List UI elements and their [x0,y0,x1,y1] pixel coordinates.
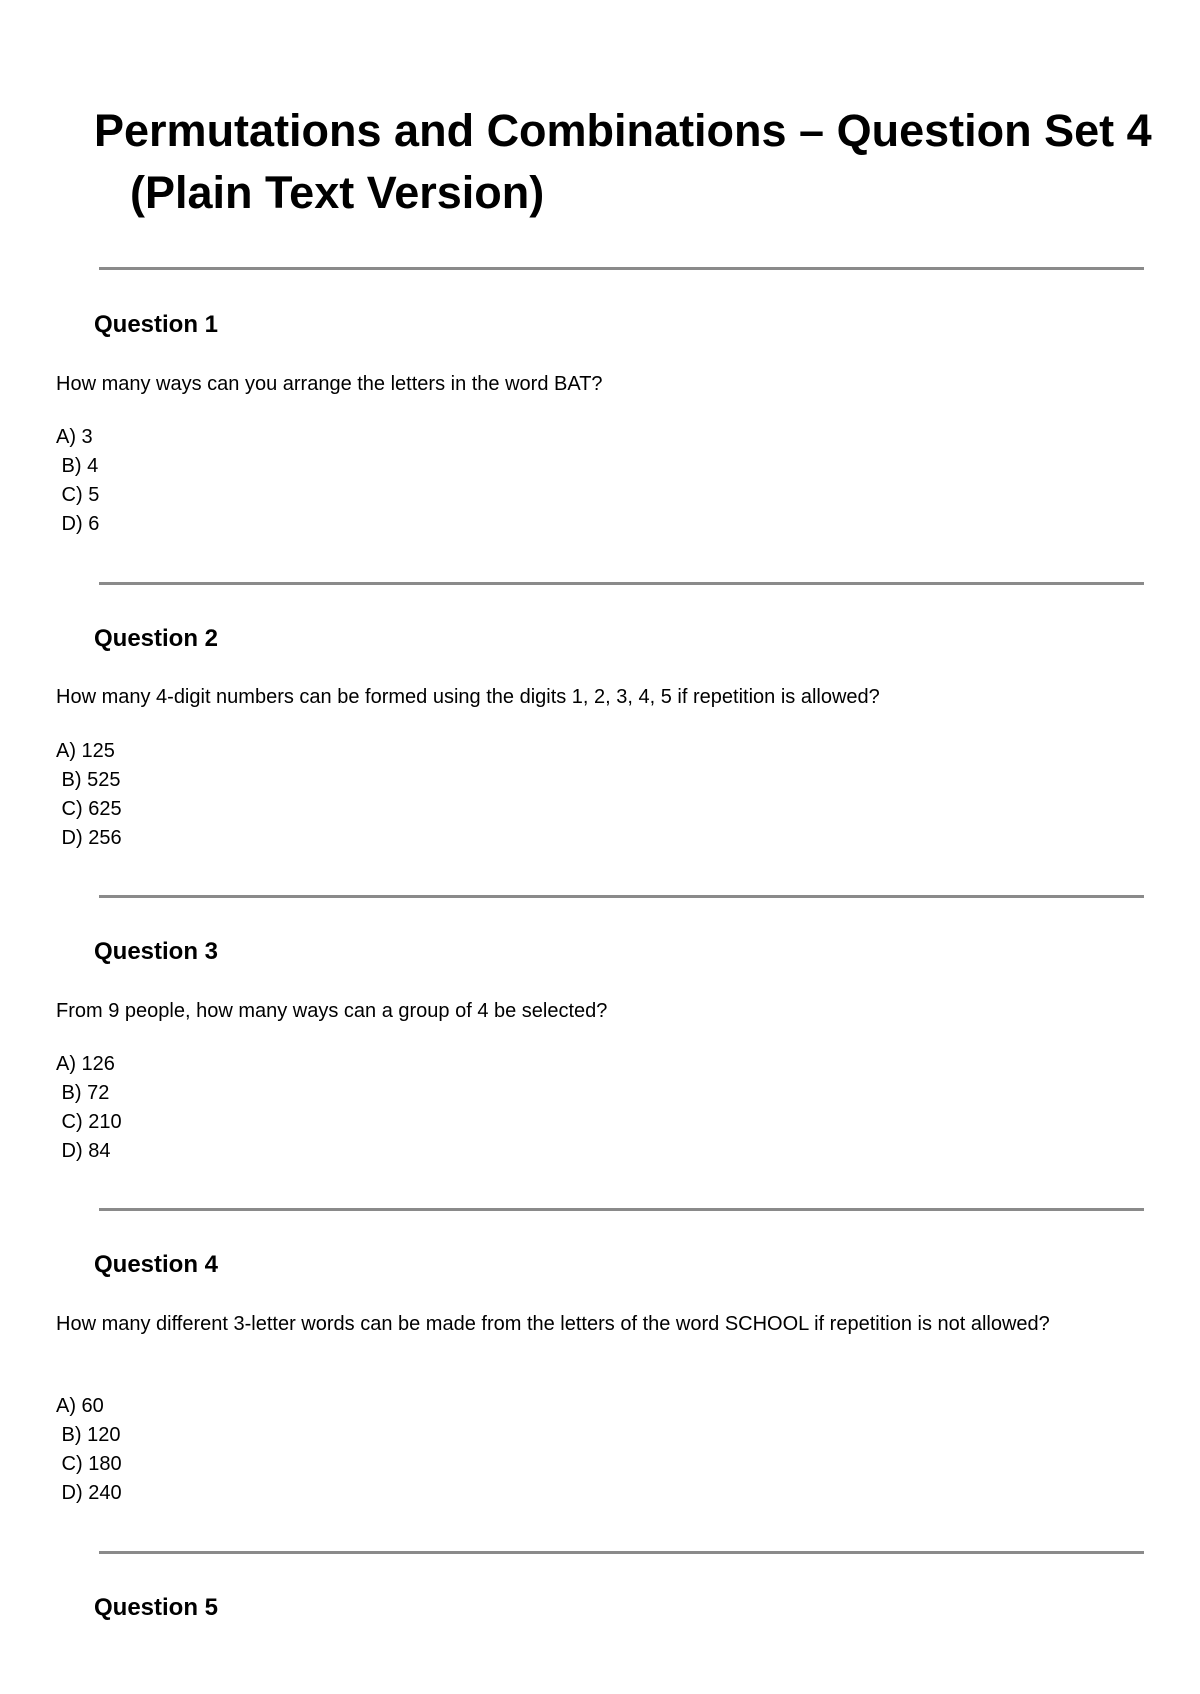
option-c: C) 5 [56,484,100,506]
answer-options [56,423,99,539]
divider [99,895,1144,898]
divider [99,1208,1144,1211]
option-b: B) 72 [56,1082,110,1104]
option-a: A) 60 [56,1395,104,1417]
divider [99,267,1144,270]
document-title: Permutations and Combinations – Question Set 4 (Plain Text Version) [94,105,1152,218]
option-a: A) 126 [56,1053,115,1075]
option-b: B) 4 [56,455,99,477]
option-d: D) 240 [56,1482,122,1504]
question-text: From 9 people, how many ways can a group of 4 be selected? [56,1000,608,1022]
option-a: A) 3 [56,426,93,448]
option-d: D) 256 [56,827,122,849]
option-a: A) 125 [56,740,115,762]
option-c: C) 625 [56,798,122,820]
option-c: C) 210 [56,1111,122,1133]
answer-options [56,1392,122,1508]
divider [99,1551,1144,1554]
answer-options [56,737,122,853]
option-b: B) 120 [56,1424,121,1446]
option-d: D) 6 [56,513,100,535]
question-heading: Question 5 [94,1594,219,1621]
question-heading: Question 2 [94,625,219,652]
question-heading: Question 3 [94,938,219,965]
option-b: B) 525 [56,769,121,791]
question-heading: Question 1 [94,311,219,338]
question-text: How many 4-digit numbers can be formed using the digits 1, 2, 3, 4, 5 if repetition is allowed? [56,686,880,708]
divider [99,582,1144,585]
answer-options [56,1050,122,1166]
option-d: D) 84 [56,1140,111,1162]
option-c: C) 180 [56,1453,122,1475]
question-heading: Question 4 [94,1251,219,1278]
question-text: How many different 3-letter words can be made from the letters of the word SCHOOL if repetition is not allowed? [56,1313,1050,1335]
question-text: How many ways can you arrange the letters in the word BAT? [56,373,603,395]
